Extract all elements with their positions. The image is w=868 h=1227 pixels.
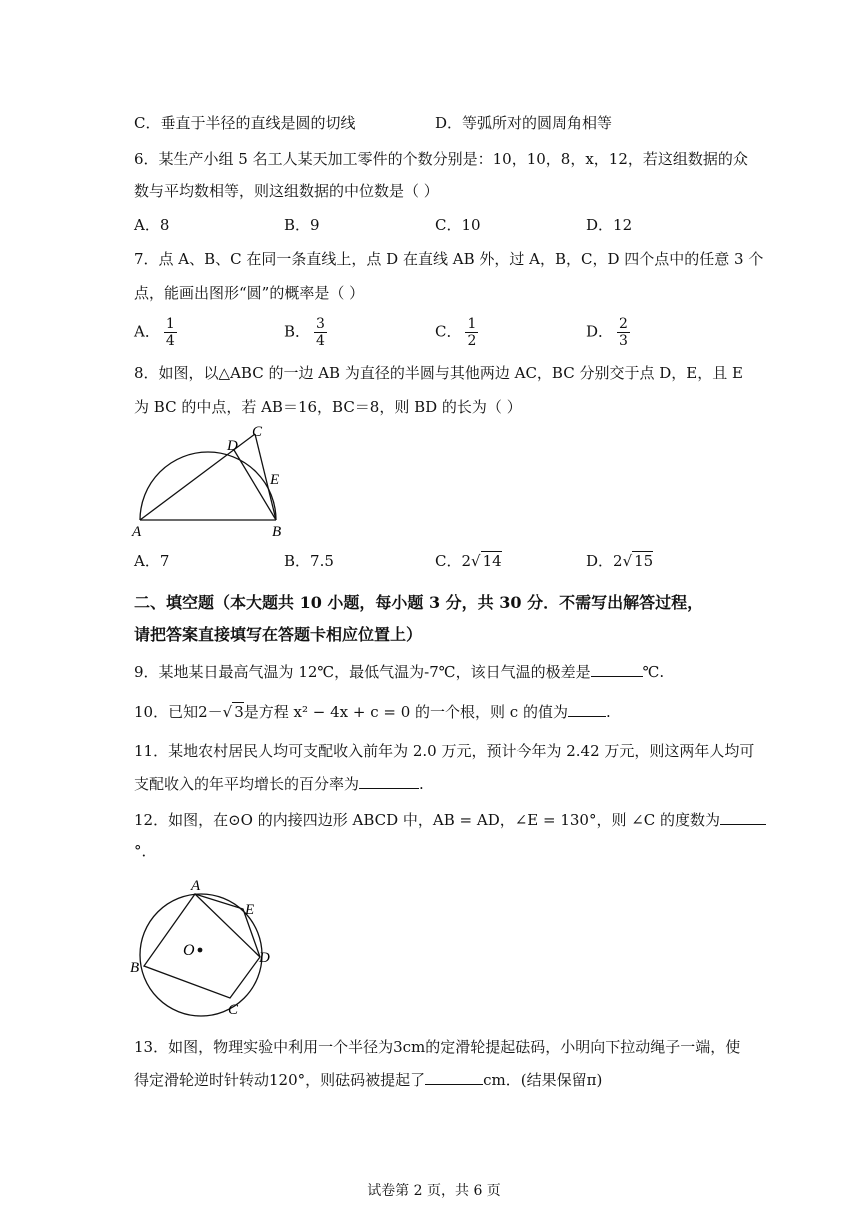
q6-option-b: B．9	[284, 216, 320, 234]
q9-text: 9．某地某日最高气温为 12℃，最低气温为-7℃，该日气温的极差是	[134, 663, 591, 681]
center-dot	[198, 948, 203, 953]
q9-suffix: ℃.	[642, 663, 665, 681]
label-b: B	[272, 524, 282, 540]
section2-heading-line2: 请把答案直接填写在答题卡相应位置上）	[134, 625, 423, 644]
q12-answer-blank[interactable]	[720, 808, 766, 825]
q6-line2: 数与平均数相等，则这组数据的中位数是（ ）	[134, 182, 439, 200]
q13-line2	[134, 1068, 602, 1091]
label-e: E	[245, 902, 255, 918]
fraction-numerator: 3	[316, 316, 325, 332]
label-b: B	[130, 960, 140, 976]
q7-option-c-label: C．	[435, 322, 462, 341]
q7-option-d-fraction	[617, 316, 630, 349]
label-a: A	[191, 878, 201, 894]
q8-option-d: D．2√ 15	[586, 552, 654, 570]
q10-answer-blank[interactable]	[568, 700, 606, 717]
q13-line2-text: 得定滑轮逆时针转动120°，则砝码被提起了	[134, 1071, 426, 1089]
q8-option-b	[284, 550, 334, 572]
q8-option-d-label: D．	[586, 552, 614, 570]
q12-line1-text: 12．如图，在⊙O 的内接四边形 ABCD 中，AB = AD，∠E = 130°，则 ∠C 的度数为	[134, 811, 721, 829]
label-a: A	[132, 524, 142, 540]
q7-line2: 点，能画出图形“圆”的概率是（ ）	[134, 284, 365, 302]
q7-option-d	[586, 316, 630, 349]
q8-option-d-radicand: 15	[634, 552, 654, 570]
q8-option-c-label: C．	[435, 552, 462, 570]
q8-option-d-coef: 2	[613, 552, 623, 570]
q5-option-d: D．等弧所对的圆周角相等	[435, 114, 613, 132]
q7-option-a-fraction	[164, 316, 177, 349]
q12-line2: °．	[134, 842, 157, 860]
q10-radicand: 3	[234, 703, 244, 721]
label-o: O	[183, 942, 195, 959]
fraction-denominator: 4	[316, 333, 325, 349]
fraction-numerator: 1	[165, 316, 175, 332]
q6-option-c: C．10	[435, 216, 481, 234]
q9-answer-blank[interactable]	[591, 660, 643, 677]
q7-option-b	[284, 316, 327, 349]
q8-option-b-label: B．	[284, 552, 311, 570]
q7-option-c	[435, 316, 478, 349]
q8-line2: 为 BC 的中点，若 AB＝16，BC＝8，则 BD 的长为（ ）	[134, 398, 522, 416]
q8-option-c: C．2√ 14	[435, 552, 502, 570]
q8-option-c-coef: 2	[461, 552, 472, 570]
q12-circle-figure	[128, 872, 278, 1018]
q13-suffix: cm．(结果保留π)	[483, 1071, 603, 1089]
label-c: C	[228, 1002, 239, 1018]
q10-middle: 是方程 x² − 4x + c = 0 的一个根，则 c 的值为	[243, 703, 568, 721]
q6-line1: 6．某生产小组 5 名工人某天加工零件的个数分别是：10，10，8，x，12，若这组数据的众	[134, 150, 748, 168]
q11-line1: 11．某地农村居民人均可支配收入前年为 2.0 万元，预计今年为 2.42 万元，则这两年人均可	[134, 742, 755, 760]
q7-option-b-label: B．	[284, 322, 311, 341]
q12-line1	[134, 808, 766, 831]
q8-option-b-value: 7.5	[310, 552, 334, 570]
fraction-denominator: 2	[467, 333, 477, 349]
q6-option-a: A．8	[134, 216, 170, 234]
q10-line: 10．已知2－√ 3是方程 x² − 4x + c = 0 的一个根，则 c 的值为 .	[134, 700, 611, 723]
label-d: D	[227, 438, 238, 454]
q13-line1: 13．如图，物理实验中利用一个半径为3cm的定滑轮提起砝码，小明向下拉动绳子一端，使	[134, 1038, 741, 1056]
label-e: E	[270, 472, 280, 488]
q7-option-c-fraction	[465, 316, 478, 349]
q8-option-a	[134, 550, 169, 572]
q7-option-d-label: D．	[586, 322, 614, 341]
q7-option-b-fraction	[314, 316, 327, 349]
q8-option-a-value: 7	[159, 552, 170, 570]
q11-answer-blank[interactable]	[359, 772, 419, 789]
label-c: C	[252, 424, 263, 440]
q7-line1: 7．点 A、B、C 在同一条直线上，点 D 在直线 AB 外，过 A，B，C，D 四个点中的任意 3 个	[134, 250, 764, 268]
q10-suffix: .	[605, 703, 611, 721]
fraction-denominator: 4	[165, 333, 175, 349]
q8-option-c-radicand: 14	[482, 552, 502, 570]
q11-line2-text: 支配收入的年平均增长的百分率为	[134, 775, 360, 793]
q7-option-a	[134, 316, 177, 349]
q8-semicircle-figure	[130, 420, 300, 542]
q8-line1: 8．如图，以△ABC 的一边 AB 为直径的半圆与其他两边 AC，BC 分别交于点 D，E，且 E	[134, 364, 743, 382]
q9-line	[134, 660, 664, 683]
section2-heading-line1: 二、填空题（本大题共 10 小题，每小题 3 分，共 30 分．不需写出解答过程，	[134, 593, 704, 612]
q11-line2	[134, 772, 424, 795]
q6-option-d: D．12	[586, 216, 633, 234]
q10-prefix: 10．已知	[134, 703, 199, 721]
fraction-numerator: 1	[467, 316, 477, 332]
fraction-numerator: 2	[619, 316, 628, 332]
q5-option-c: C．垂直于半径的直线是圆的切线	[134, 114, 356, 132]
q10-expr: 2－	[198, 703, 223, 721]
q7-option-a-label: A．	[134, 322, 160, 341]
page-footer: 试卷第 2 页，共 6 页	[367, 1183, 501, 1199]
fraction-denominator: 3	[619, 333, 628, 349]
q8-option-a-label: A．	[134, 552, 160, 570]
label-d: D	[259, 950, 270, 966]
q13-answer-blank[interactable]	[425, 1068, 483, 1085]
q11-suffix: .	[419, 775, 424, 793]
